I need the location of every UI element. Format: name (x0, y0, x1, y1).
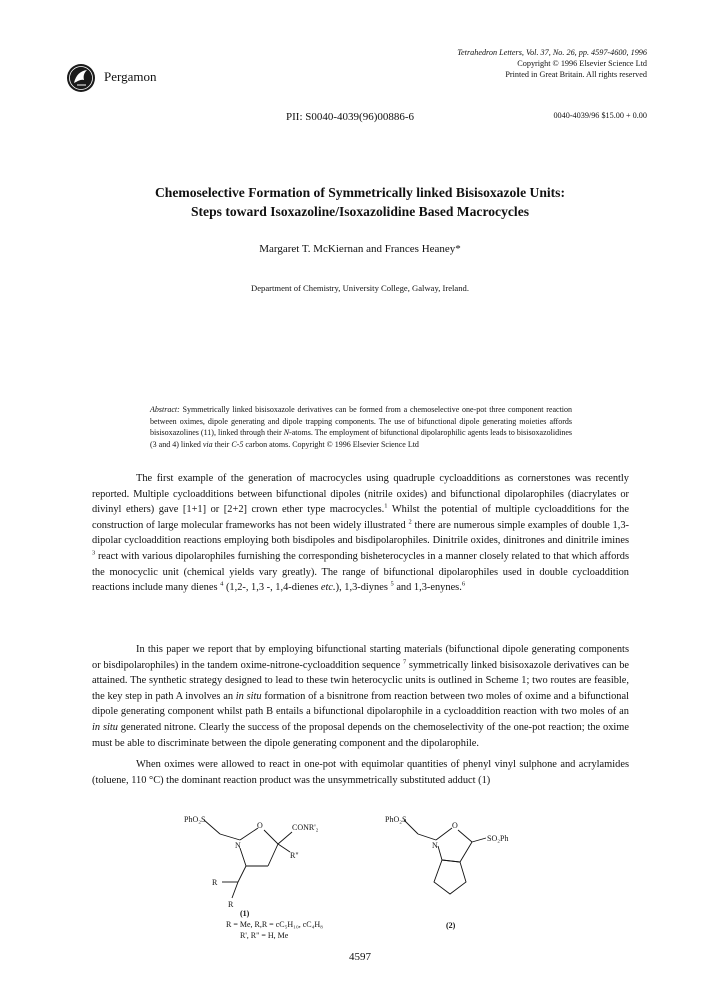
s2-oxygen-label: O (452, 821, 458, 830)
s1-r-label: R (228, 900, 234, 909)
issn-price: 0040-4039/96 $15.00 + 0.00 (553, 111, 647, 120)
para-text: Whilst the potential of multiple cycloadditions for the construction of large molecular frameworks has not been widely illustrated (92, 504, 629, 531)
s1-r-label: R (212, 878, 218, 887)
abstract-c5: C-5 (231, 439, 244, 449)
body-paragraph-1 (92, 471, 629, 596)
abstract-text: -atoms. The employment of bifunctional dipolarophilic agents leads to bisisoxazolidines (3 and 4) linked (150, 428, 572, 449)
para-text: symmetrically linked bisisoxazole derivatives can be attained. The synthetic strategy designed to lead to these twin heterocyclic units is outlined in Scheme 1; two routes are feasible, the key step in path A involves an (92, 659, 629, 702)
in-situ-text: in situ (92, 721, 118, 733)
reference-7: 7 (402, 658, 407, 666)
para-text: ), 1,3-diynes (335, 582, 391, 594)
page-number: 4597 (349, 951, 371, 963)
compound-1-label: (1) (240, 909, 250, 918)
journal-citation: Tetrahedron Letters, Vol. 37, No. 26, pp. 4597-4600, 1996 (457, 48, 647, 57)
para-text: When oximes were allowed to react in one-pot with equimolar quantities of phenyl vinyl sulphone and acrylamides (toluene, 110 °C) the dominant reaction product was the unsymmetrically substituted adduct (1) (92, 759, 629, 786)
reference-1: 1 (384, 502, 388, 510)
title-line-2: Steps toward Isoxazoline/Isoxazolidine Based Macrocycles (190, 204, 530, 219)
compound-2-label: (2) (446, 921, 456, 930)
printed-line: Printed in Great Britain. All rights reserved (505, 69, 647, 79)
in-situ-text: in situ (235, 690, 262, 702)
authors: Margaret T. McKiernan and Frances Heaney* (259, 243, 461, 255)
journal-info (457, 48, 647, 80)
reference-5: 5 (390, 580, 394, 588)
para-text: and 1,3-enynes. (393, 582, 462, 594)
s1-legend-2: R', R" = H, Me (240, 931, 289, 940)
para-text: (1,2-, 1,3 -, 1,4-dienes (223, 582, 321, 594)
abstract-via: via (202, 439, 213, 449)
paper-title (0, 183, 720, 221)
abstract-label: Abstract: (150, 405, 180, 414)
title-line-1: Chemoselective Formation of Symmetrically linked Bisisoxazole Units: (154, 185, 566, 200)
reference-6: 6 (461, 580, 466, 588)
abstract-text: carbon atoms. Copyright © 1996 Elsevier Science Ltd (243, 439, 419, 449)
s1-r-double-prime-label: R" (290, 851, 299, 860)
reference-4: 4 (220, 580, 224, 588)
etc-text: etc. (320, 582, 336, 594)
pergamon-logo (66, 63, 96, 93)
para-text: formation of a bisnitrone from reaction between two moles of oxime and a bifunctional dipole generating component whilst path B entails a bifunctional dipolarophile in a cycloaddition reaction with two moles of an (92, 690, 629, 718)
s1-phso2-label: PhO₂S (184, 815, 206, 824)
para-text: The first example of the generation of macrocycles using quadruple cycloadditions as cornerstones was recently reported. Multiple cycloadditions between bifunctional dipoles (nitrile oxides) and bifunctional dipolarophiles (diacrylates or divinyl ethers) gave [1+1] or [2+2] crown ether type macrocycles. (92, 473, 629, 516)
s1-legend-1: R = Me, R,R = cC₅H₁₀, cC₄H₈ (226, 920, 323, 929)
para-text: react with various dipolarophiles furnishing the corresponding bisheterocycles in a manner closely related to that which affords the monocyclic unit (chemical yields vary greatly). The range of bifunctional dipolarophiles used in double cycloaddition reactions include many dienes (92, 550, 629, 594)
structure-2 (404, 820, 486, 894)
reference-3: 3 (92, 549, 96, 557)
reference-2: 2 (408, 518, 412, 526)
para-text: there are numerous simple examples of double 1,3-dipolar cycloaddition reactions employing both bisdipoles and bisdipolarophiles. Dinitrile oxides, dinitrones and dinitrile imines (92, 519, 629, 547)
chemical-structures (180, 812, 560, 942)
body-paragraph-2 (92, 642, 629, 751)
pii: PII: S0040-4039(96)00886-6 (286, 111, 415, 123)
abstract-text: Symmetrically linked bisisoxazole derivatives can be formed from a chemoselective one-pot three component reaction between oximes, dipole generating and dipole trapping components. The use of bifunctional dipole generating moieties affords bisisoxazolines (11), linked through their (150, 405, 573, 438)
s1-oxygen-label: O (257, 821, 263, 830)
body-paragraph-3 (92, 757, 629, 788)
abstract-text: their (212, 439, 232, 449)
s2-so2ph-label: SO₂Ph (487, 834, 509, 843)
para-text: generated nitrone. Clearly the success of the proposal depends on the chemoselectivity of the one-pot reaction; the oxime must be able to discriminate between the dipole generating component and the dipolarophile. (92, 721, 629, 749)
publisher-name: Pergamon (104, 69, 157, 84)
s2-nitrogen-label: N (432, 841, 438, 850)
copyright-line: Copyright © 1996 Elsevier Science Ltd (517, 58, 647, 68)
s1-nitrogen-label: N (235, 841, 241, 850)
abstract-n-atom: N (283, 428, 290, 438)
para-text: In this paper we report that by employing bifunctional starting materials (bifunctional dipole generating components or bisdipolarophiles) in the tandem oxime-nitrone-cycloaddition sequence (92, 644, 629, 671)
s2-phso2-label: PhO₂S (385, 815, 407, 824)
affiliation: Department of Chemistry, University College, Galway, Ireland. (251, 283, 469, 293)
s1-conr2-label: CONR'₂ (292, 823, 319, 832)
abstract (150, 404, 572, 450)
